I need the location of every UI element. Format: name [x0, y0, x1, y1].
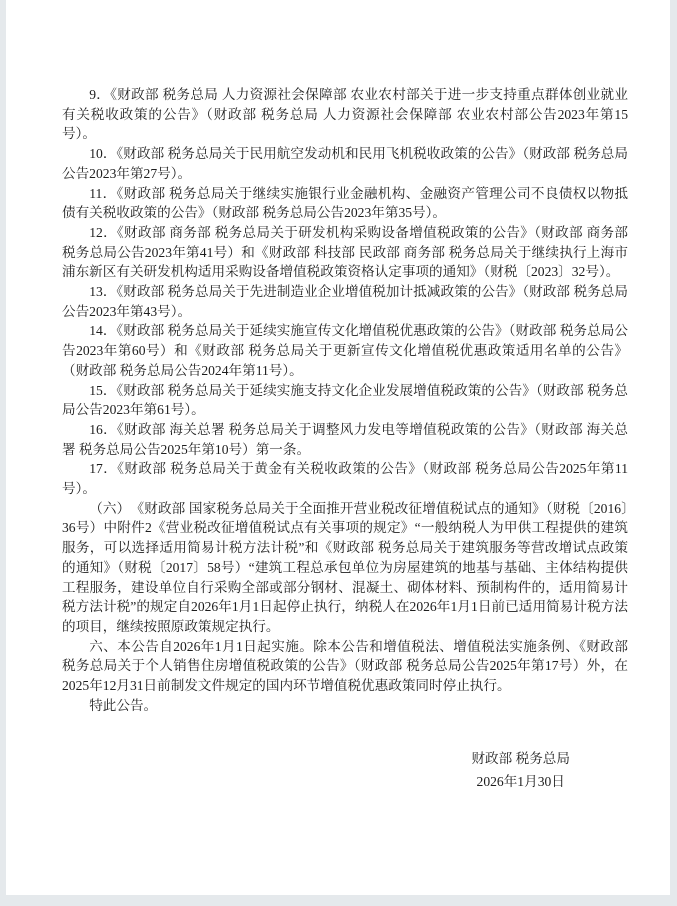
signature-block	[471, 747, 570, 793]
closing-line: 特此公告。	[89, 697, 158, 713]
signature-date: 2026年1月30日	[476, 773, 565, 789]
paragraph: 六、本公告自2026年1月1日起实施。除本公告和增值税法、增值税法实施条例、《财政部 税务总局关于个人销售住房增值税政策的公告》（财政部 税务总局公告2025年第17号）外，在2025年12月31日前制发文件规定的国内环节增值税优惠政策同时停止执行。	[62, 638, 628, 694]
signature-agency: 财政部 税务总局	[471, 750, 570, 766]
paragraph: 16．《财政部 海关总署 税务总局关于调整风力发电等增值税政策的公告》（财政部 海关总署 税务总局公告2025年第10号）第一条。	[62, 421, 628, 457]
document-page	[6, 0, 670, 895]
paragraph: 11．《财政部 税务总局关于继续实施银行业金融机构、金融资产管理公司不良债权以物抵债有关税收政策的公告》（财政部 税务总局公告2023年第35号）。	[62, 185, 628, 221]
paragraph: 14．《财政部 税务总局关于延续实施宣传文化增值税优惠政策的公告》（财政部 税务总局公告2023年第60号）和《财政部 税务总局关于更新宣传文化增值税优惠政策适用名单的公告》（财政部 税务总局公告2024年第11号）。	[62, 323, 628, 378]
paragraph: （六） 《财政部 国家税务总局关于全面推开营业税改征增值税试点的通知》（财税〔2016〕36号）中附件2《营业税改征增值税试点有关事项的规定》“一般纳税人为甲供工程提供的建筑服务，可以选择适用简易计税方法计税”和《财政部 税务总局关于建筑服务等营改增试点政策的通知》（财税〔2017〕58号）“建筑工程总承包单位为房屋建筑的地基与基础、主体结构提供工程服务，建设单位自行采购全部或部分钢材、混凝土、砌体材料、预制构件的，适用简易计税方法计税”的规定自2026年1月1日起停止执行，纳税人在2026年1月1日前已适用简易计税方法的项目，继续按照原政策规定执行。	[62, 500, 628, 634]
paragraph: 15．《财政部 税务总局关于延续实施支持文化企业发展增值税政策的公告》（财政部 税务总局公告2023年第61号）。	[62, 382, 628, 418]
paragraph: 10．《财政部 税务总局关于民用航空发动机和民用飞机税收政策的公告》（财政部 税务总局公告2023年第27号）。	[62, 146, 628, 181]
paragraph: 13．《财政部 税务总局关于先进制造业企业增值税加计抵减政策的公告》（财政部 税务总局公告2023年第43号）。	[62, 284, 628, 319]
paragraph: 17．《财政部 税务总局关于黄金有关税收政策的公告》（财政部 税务总局公告2025年第11号）。	[62, 461, 628, 497]
document-content	[62, 85, 628, 793]
paragraph: 9．《财政部 税务总局 人力资源社会保障部 农业农村部关于进一步支持重点群体创业就业有关税收政策的公告》（财政部 税务总局 人力资源社会保障部 农业农村部公告2023年第15号）。	[62, 87, 628, 142]
document-paragraph-list	[62, 85, 628, 696]
paragraph: 12．《财政部 商务部 税务总局关于研发机构采购设备增值税政策的公告》（财政部 商务部 税务总局公告2023年第41号）和《财政部 科技部 民政部 商务部 税务总局关于继续执行上海市浦东新区有关研发机构适用采购设备增值税政策资格认定事项的通知》（财税〔2023〕32号）。	[62, 224, 628, 280]
